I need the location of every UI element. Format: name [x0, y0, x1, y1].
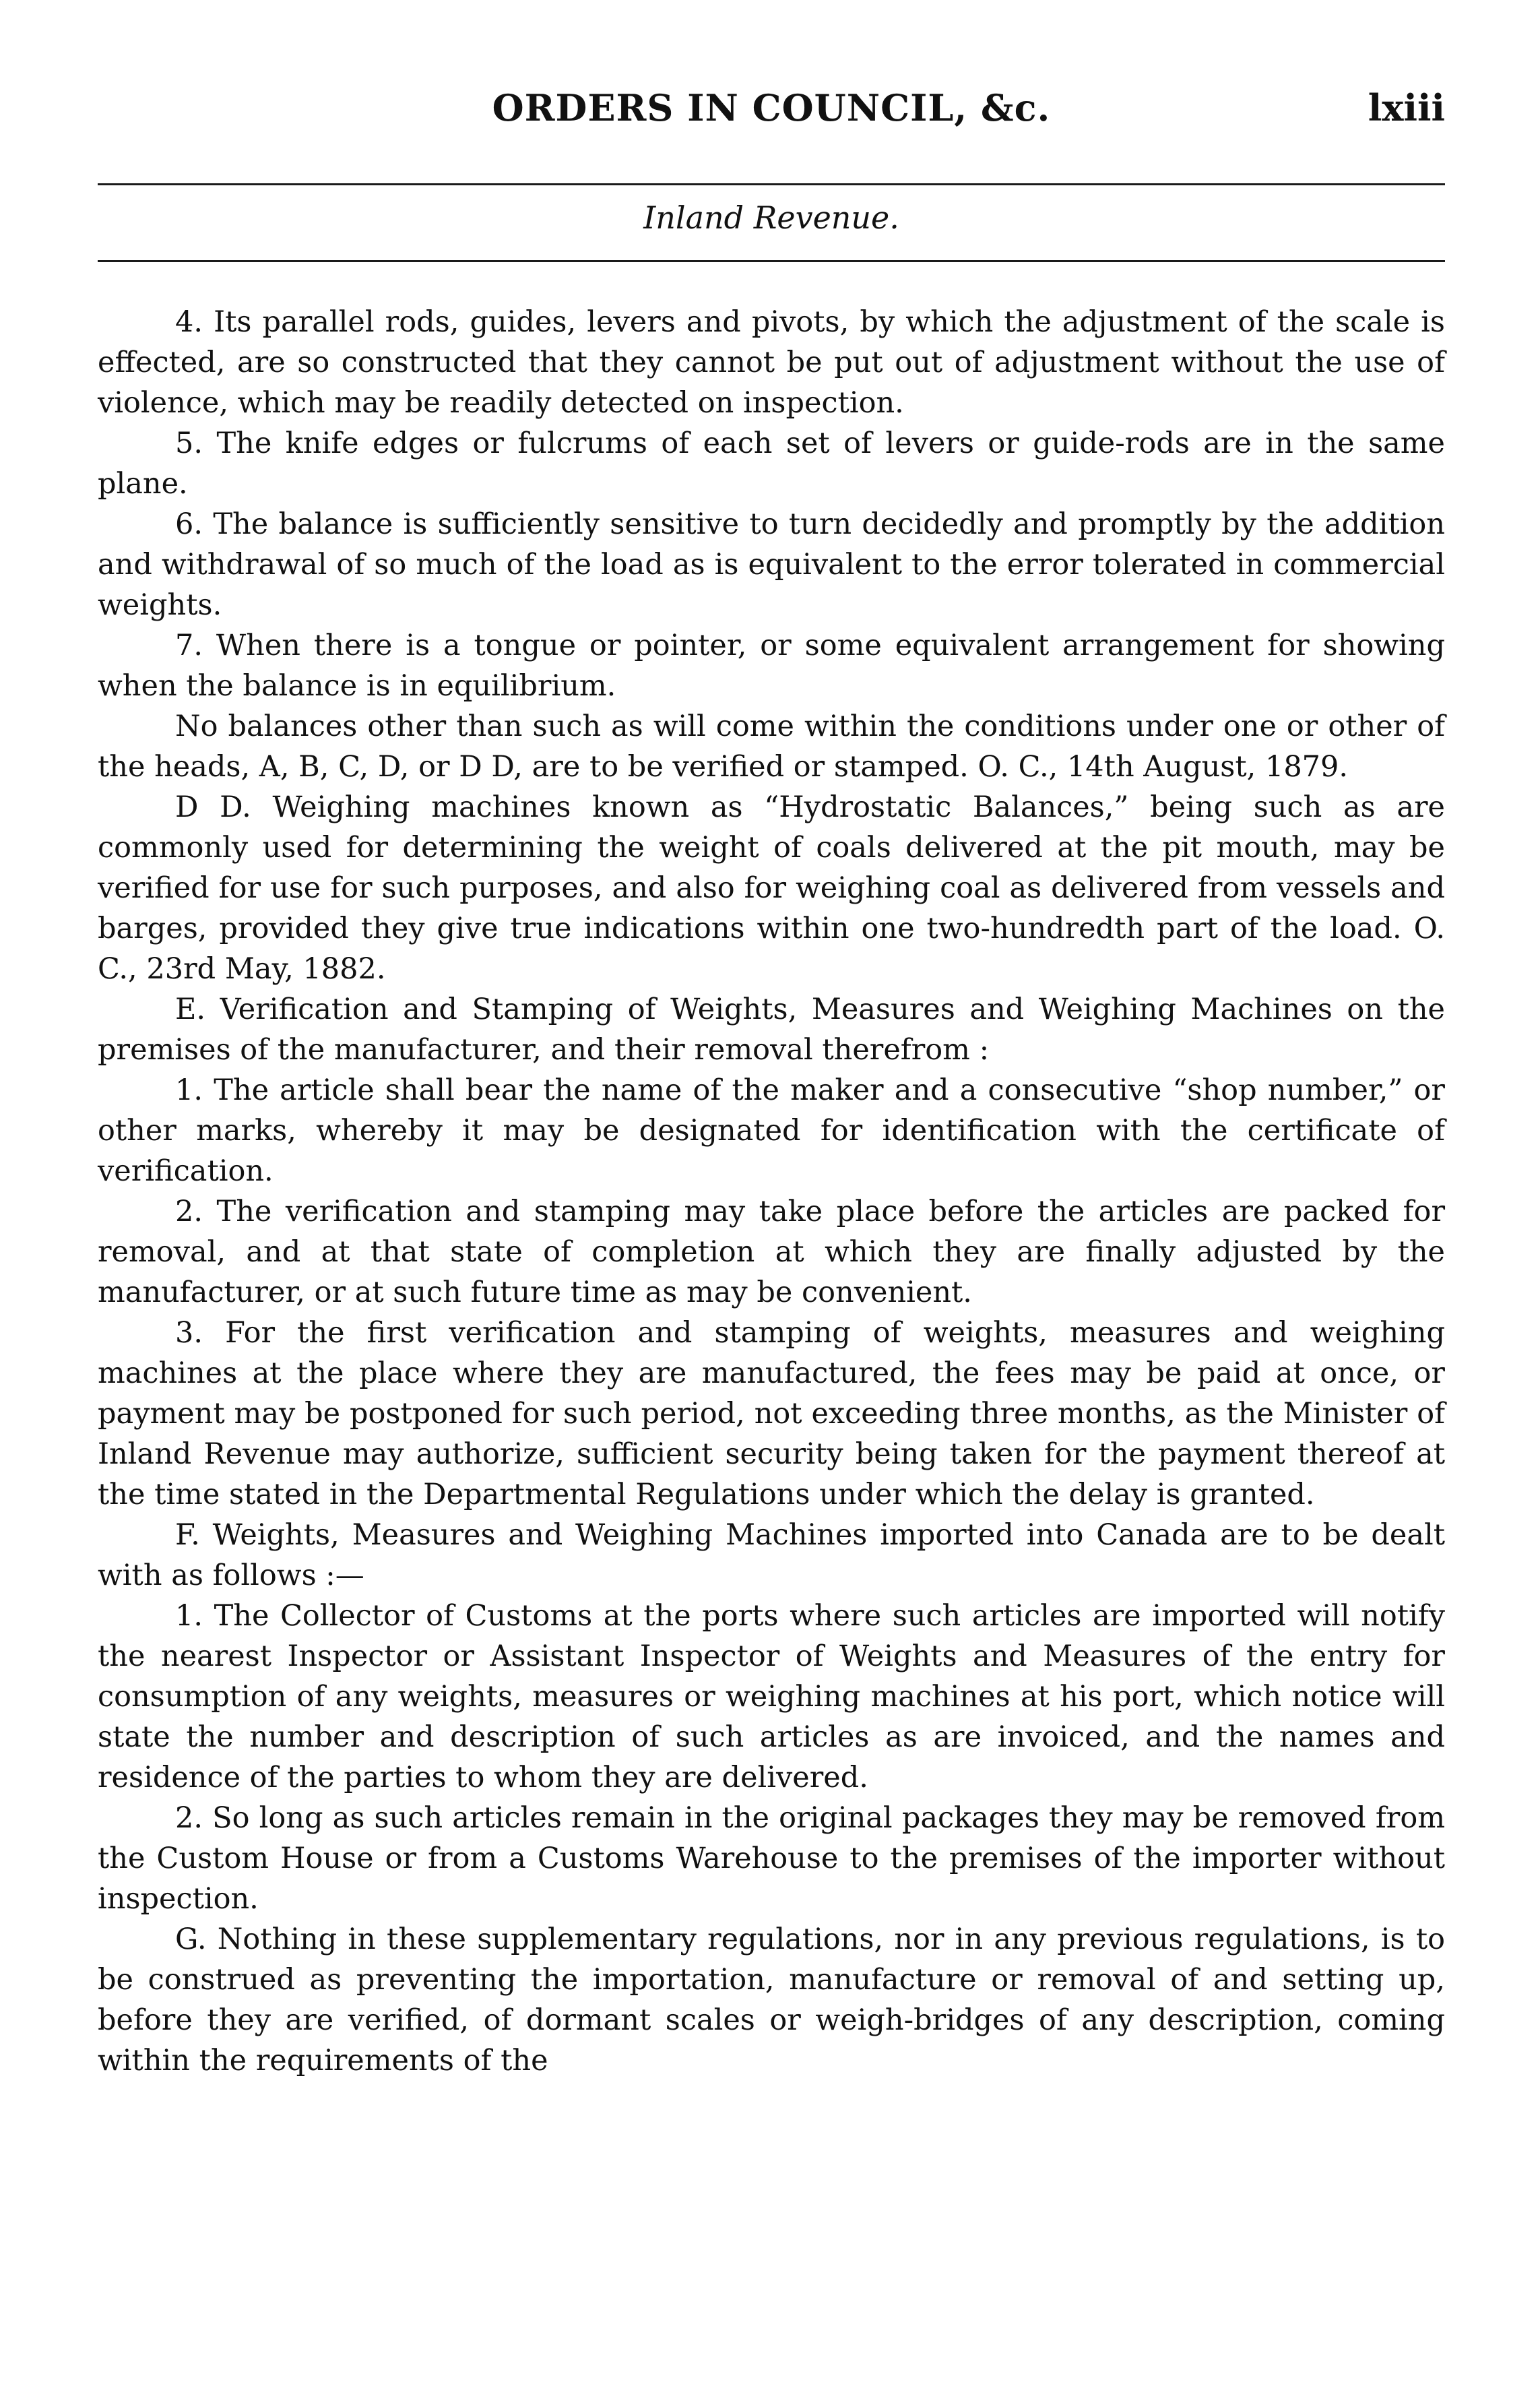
paragraph-no-balances: No balances other than such as will come within the conditions under one or other of the heads, A, B, C, D, or D D, are to be verified or stamped. O. C., 14th August, 1879. — [98, 710, 1445, 784]
paragraph-e2-verification: 2. The verification and stamping may take place before the articles are packed for removal, and at that state of completion at which they are finally adjusted by the manufacturer, or at such future time as may be convenient. — [98, 1195, 1445, 1309]
paragraph-f-imported: F. Weights, Measures and Weighing Machines imported into Canada are to be dealt with as follows :— — [98, 1518, 1445, 1592]
paragraph-e1-article: 1. The article shall bear the name of the maker and a consecutive “shop number,” or other marks, whereby it may be designated for identification with the certificate of verification. — [98, 1073, 1445, 1188]
paragraph-dd-hydrostatic: D D. Weighing machines known as “Hydrostatic Balances,” being such as are commonly used for determining the weight of coals delivered at the pit mouth, may be verified for use for such purposes, and also for weighing coal as delivered from vessels and barges, provided they give true indications within one two-hundredth part of the load. O. C., 23rd May, 1882. — [98, 790, 1445, 986]
body-text — [98, 302, 1445, 2081]
page-number: lxiii — [1368, 86, 1445, 129]
paragraph-g-nothing: G. Nothing in these supplementary regulations, nor in any previous regulations, is to be construed as preventing the importation, manufacture or removal of and setting up, before they are verified, of dormant scales or weigh-bridges of any description, coming within the requirements of the — [98, 1923, 1445, 2077]
header-rule-bottom — [98, 260, 1445, 262]
running-title: ORDERS IN COUNCIL, &c. — [492, 86, 1051, 129]
paragraph-e3-first-verification: 3. For the first verification and stamping of weights, measures and weighing machines at the place where they are manufactured, the fees may be paid at once, or payment may be postponed for such period, not exceeding three months, as the Minister of Inland Revenue may authorize, sufficient security being taken for the payment thereof at the time stated in the Departmental Regulations under which the delay is granted. — [98, 1316, 1445, 1511]
header-rule-top — [98, 183, 1445, 185]
paragraph-4-parallel-rods: 4. Its parallel rods, guides, levers and pivots, by which the adjustment of the scale is effected, are so constructed that they cannot be put out of adjustment without the use of violence, which may be readily detected on inspection. — [98, 305, 1445, 420]
paragraph-e-verification: E. Verification and Stamping of Weights, Measures and Weighing Machines on the premises of the manufacturer, and their removal therefrom : — [98, 993, 1445, 1067]
paragraph-f2-original-packages: 2. So long as such articles remain in the original packages they may be removed from the Custom House or from a Customs Warehouse to the premises of the importer without inspection. — [98, 1801, 1445, 1916]
page-header — [98, 86, 1445, 140]
paragraph-f1-collector: 1. The Collector of Customs at the ports where such articles are imported will notify the nearest Inspector or Assistant Inspector of Weights and Measures of the entry for consumption of any weights, measures or weighing machines at his port, which notice will state the number and description of such articles as are invoiced, and the names and residence of the parties to whom they are delivered. — [98, 1599, 1445, 1794]
paragraph-5-knife-edges: 5. The knife edges or fulcrums of each set of levers or guide-rods are in the same plane. — [98, 427, 1445, 501]
section-title: Inland Revenue. — [643, 199, 899, 236]
paragraph-7-tongue-pointer: 7. When there is a tongue or pointer, or some equivalent arrangement for showing when the balance is in equilibrium. — [98, 629, 1445, 703]
paragraph-6-balance-sensitivity: 6. The balance is sufficiently sensitive to turn decidedly and promptly by the addition and withdrawal of so much of the load as is equivalent to the error tolerated in commercial weights. — [98, 507, 1445, 622]
